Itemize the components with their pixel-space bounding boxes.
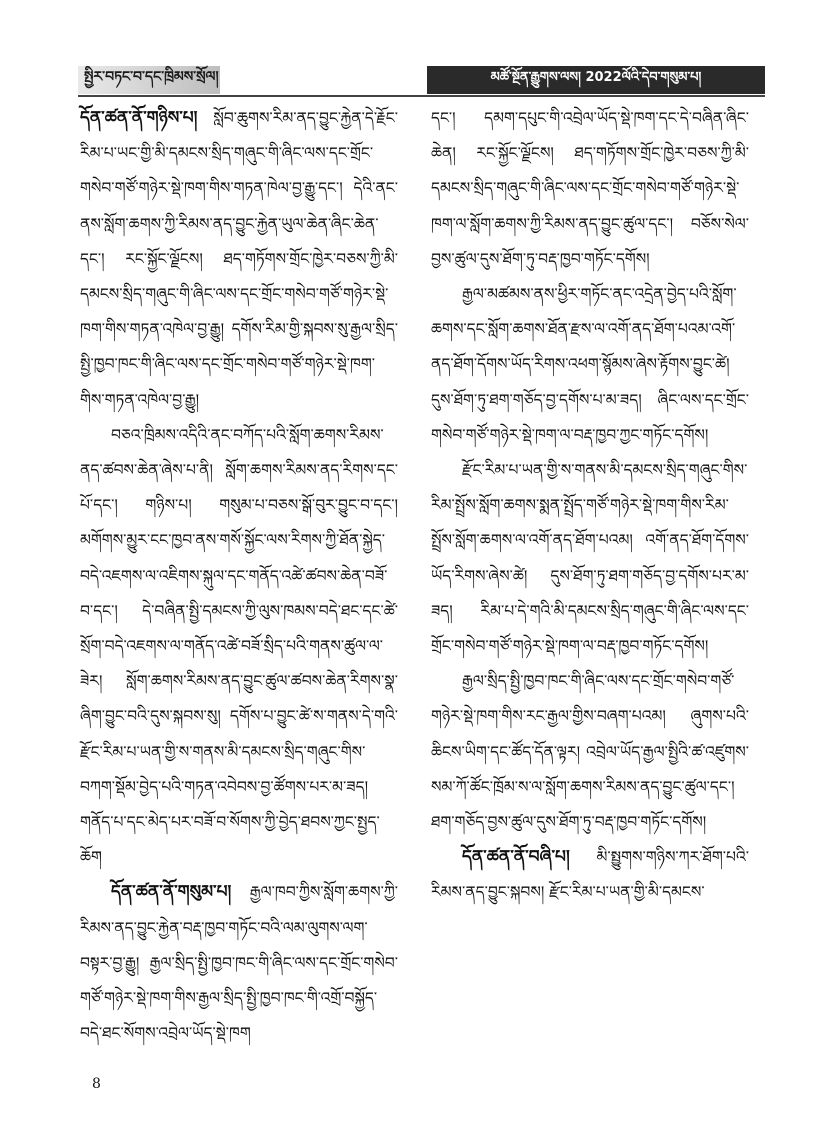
paragraph (431, 101, 749, 277)
paragraph (80, 418, 398, 876)
paragraph-text: རྒྱལ་ཁབ་ཀྱིས་སློག་ཆགས་ཀྱི་རིམས་ནད་བྱུང་རྐྱེན་བརྡ་ཁྱབ་གཏོང་བའི་ལམ་ལུགས་ལག་བསྟར་བྱ་རྒྱུ། རྒྱལ་སྲིད་སྤྱི་ཁྱབ་ཁང་གི་ཞིང་ལས་དང་གྲོང་གསེབ་གཙོ་གཉེར་སྡེ་ཁག་གིས་རྒྱལ་སྲིད་སྤྱི་ཁྱབ་ཁང་གི་འགྲོ་བསྐྱོད་བདེ་ཐང་སོགས་འབྲེལ་ཡོད་སྡེ་ཁག (80, 883, 398, 1043)
paragraph (80, 101, 398, 418)
left-column (80, 101, 398, 1051)
paragraph (431, 664, 749, 840)
article-heading: དོན་ཚན་ནོ་གཉིས་པ། (80, 108, 198, 128)
paragraph-text: རྒྱལ་སྲིད་སྤྱི་ཁྱབ་ཁང་གི་ཞིང་ལས་དང་གྲོང་གསེབ་གཙོ་གཉེར་སྡེ་ཁག་གིས་རང་རྒྱལ་གྱིས་བཞག་པའམ། ཞུགས་པའི་ཆིངས་ཡིག་དང་ཚོད་དོན་ལྟར། འབྲེལ་ཡོད་རྒྱལ་སྤྱིའི་ཚ་འཛུགས་སམ་ཀོ་ཚོང་ཁྲོམ་ས་ལ་སློག་ཆགས་རིམས་ནད་བྱུང་ཚུལ་དང་། ཐག་གཅོད་བྱས་ཚུལ་དུས་ཐོག་ཏུ་བརྡ་ཁྱབ་གཏོང་དགོས། (431, 672, 749, 832)
paragraph-text: རྒྱལ་མཚམས་ནས་ཕྱིར་གཏོང་ནང་འདྲེན་བྱེད་པའི་སློག་ཆགས་དང་སློག་ཆགས་ཐོན་རྫས་ལ་འགོ་ནད་ཐོག་པའམ་འགོ་ནད་ཐོག་དོགས་ཡོད་རིགས་འཕག་སྙོམས་ཞེས་རྟོགས་བྱུང་ཚེ། དུས་ཐོག་ཏུ་ཐག་གཅོད་བྱ་དགོས་པ་མ་ཟད། ཞིང་ལས་དང་གྲོང་གསེབ་གཙོ་གཉེར་སྡེ་ཁག་ལ་བརྡ་ཁྱབ་ཀྱང་གཏོང་དགོས། (431, 285, 749, 444)
paragraph (431, 453, 749, 664)
article-heading: དོན་ཚན་ནོ་གསུམ་པ། (111, 882, 232, 903)
page-number: 8 (92, 1076, 101, 1092)
paragraph (431, 840, 749, 910)
paragraph-text: སློབ་ཆུགས་རིམ་ནད་བྱུང་རྐྱེན་དེ་རྗོང་རིམ་པ་ཡང་གྱི་མི་དམངས་སྲིད་གཞུང་གི་ཞིང་ལས་དང་གྲོང་གསེབ་གཙོ་གཉེར་སྡེ་ཁག་གིས་གཏན་ཁེལ་བྱ་རྒྱུ་དང་། དེའི་ནང་ནས་སློག་ཆགས་ཀྱི་རིམས་ནད་བྱུང་རྐྱེན་ཡུལ་ཆེན་ཞིང་ཆེན་དང་། རང་སྐྱོང་ལྗོངས། ཐད་གཏོགས་གྲོང་ཁྱེར་བཅས་ཀྱི་མི་དམངས་སྲིད་གཞུང་གི་ཞིང་ལས་དང་གྲོང་གསེབ་གཙོ་གཉེར་སྡེ་ཁག་གིས་གཏན་འཁེལ་བྱ་རྒྱུ། དགོས་རིམ་གྱི་སྐབས་སུ་རྒྱལ་སྲིད་སྤྱི་ཁྱབ་ཁང་གི་ཞིང་ལས་དང་གྲོང་གསེབ་གཙོ་གཉེར་སྡེ་ཁག་གིས་གཏན་འཁེལ་བྱ་རྒྱུ། (80, 109, 398, 409)
paragraph (431, 277, 749, 453)
header-right-title: མཚོ་སྔོན་རྒྱུགས་ལས། 2022ལོའི་དེབ་གསུམ་པ། (490, 69, 702, 85)
paragraph-text: རྫོང་རིམ་པ་ཡན་གྱི་ས་གནས་མི་དམངས་སྲིད་གཞུང་གིས་རིམ་སྤྲོས་སློག་ཆགས་སྨན་སྤྲོད་གཙོ་གཉེར་སྡེ་ཁག་གིས་རིམ་སྤྲོས་སློག་ཆགས་ལ་འགོ་ནད་ཐོག་པའམ། འགོ་ནད་ཐོག་དོགས་ཡོད་རིགས་ཞེས་ཚེ། དུས་ཐོག་ཏུ་ཐག་གཅོད་བྱ་དགོས་པར་མ་ཟད། རིམ་པ་དེ་གའི་མི་དམངས་སྲིད་གཞུང་གི་ཞིང་ལས་དང་གྲོང་གསེབ་གཙོ་གཉེར་སྡེ་ཁག་ལ་བརྡ་ཁྱབ་གཏོང་དགོས། (431, 461, 749, 656)
paragraph-text: མི་སྤྱུགས་གཉིས་ཀར་ཐོག་པའི་རིམས་ནད་བྱུང་སྐབས། རྫོང་རིམ་པ་ཡན་གྱི་མི་དམངས་ (431, 848, 749, 902)
paragraph (80, 875, 398, 1051)
header-left-title: སྤྱིར་བཏང་བ་དང་ཁྲིམས་སྲོལ། (84, 69, 219, 85)
running-header-left (78, 66, 220, 94)
paragraph-text: བཅའ་ཁྲིམས་འདིའི་ནང་བཀོད་པའི་སློག་ཆགས་རིམས་ནད་ཚབས་ཆེན་ཞེས་པ་ནི། སློག་ཆགས་རིམས་ནད་རིགས་དང་པོ་དང་། གཉིས་པ། གསུམ་པ་བཅས་སྒོ་བུར་བྱུང་བ་དང་། མགོགས་མྱུར་ངང་ཁྱབ་ནས་གསོ་སྐྱོང་ལས་རིགས་ཀྱི་ཐོན་སྐྱེད་བདེ་འཇགས་ལ་འཇིགས་སྐུལ་དང་གནོད་འཚེ་ཚབས་ཆེན་བཟོ་བ་དང་། དེ་བཞིན་སྤྱི་དམངས་ཀྱི་ལུས་ཁམས་བདེ་ཐང་དང་ཚེ་སྲོག་བདེ་འཇགས་ལ་གནོད་འཚེ་བཟོ་སྲིད་པའི་གནས་ཚུལ་ལ་ཟེར། སློག་ཆགས་རིམས་ནད་བྱུང་ཚུལ་ཚབས་ཆེན་རིགས་སྣ་ཞིག་བྱུང་བའི་དུས་སྐབས་སུ། དགོས་པ་བྱུང་ཚེ་ས་གནས་དེ་གའི་རྫོང་རིམ་པ་ཡན་གྱི་ས་གནས་མི་དམངས་སྲིད་གཞུང་གིས་བཀག་སྡོམ་བྱེད་པའི་གཏན་འབེབས་བྱ་ཚོགས་པར་མ་ཟད། གནོད་པ་དང་མེད་པར་བཟོ་བ་སོགས་ཀྱི་བྱེད་ཐབས་ཀྱང་སྤྱད་ཆོག (80, 425, 398, 867)
running-header-right (427, 66, 765, 94)
article-heading: དོན་ཚན་ནོ་བཞི་པ། (462, 847, 570, 868)
paragraph-text: དང་། དམག་དཔུང་གི་འབྲེལ་ཡོད་སྡེ་ཁག་དང་དེ་བཞིན་ཞིང་ཆེན། རང་སྐྱོང་ལྗོངས། ཐད་གཏོགས་གྲོང་ཁྱེར་བཅས་ཀྱི་མི་དམངས་སྲིད་གཞུང་གི་ཞིང་ལས་དང་གྲོང་གསེབ་གཙོ་གཉེར་སྡེ་ཁག་ལ་སློག་ཆགས་ཀྱི་རིམས་ནད་བྱུང་ཚུལ་དང་། བཅོས་སེལ་བྱས་ཚུལ་དུས་ཐོག་ཏུ་བརྡ་ཁྱབ་གཏོང་དགོས། (431, 109, 749, 268)
right-column (431, 101, 749, 911)
header-rule (78, 95, 765, 97)
